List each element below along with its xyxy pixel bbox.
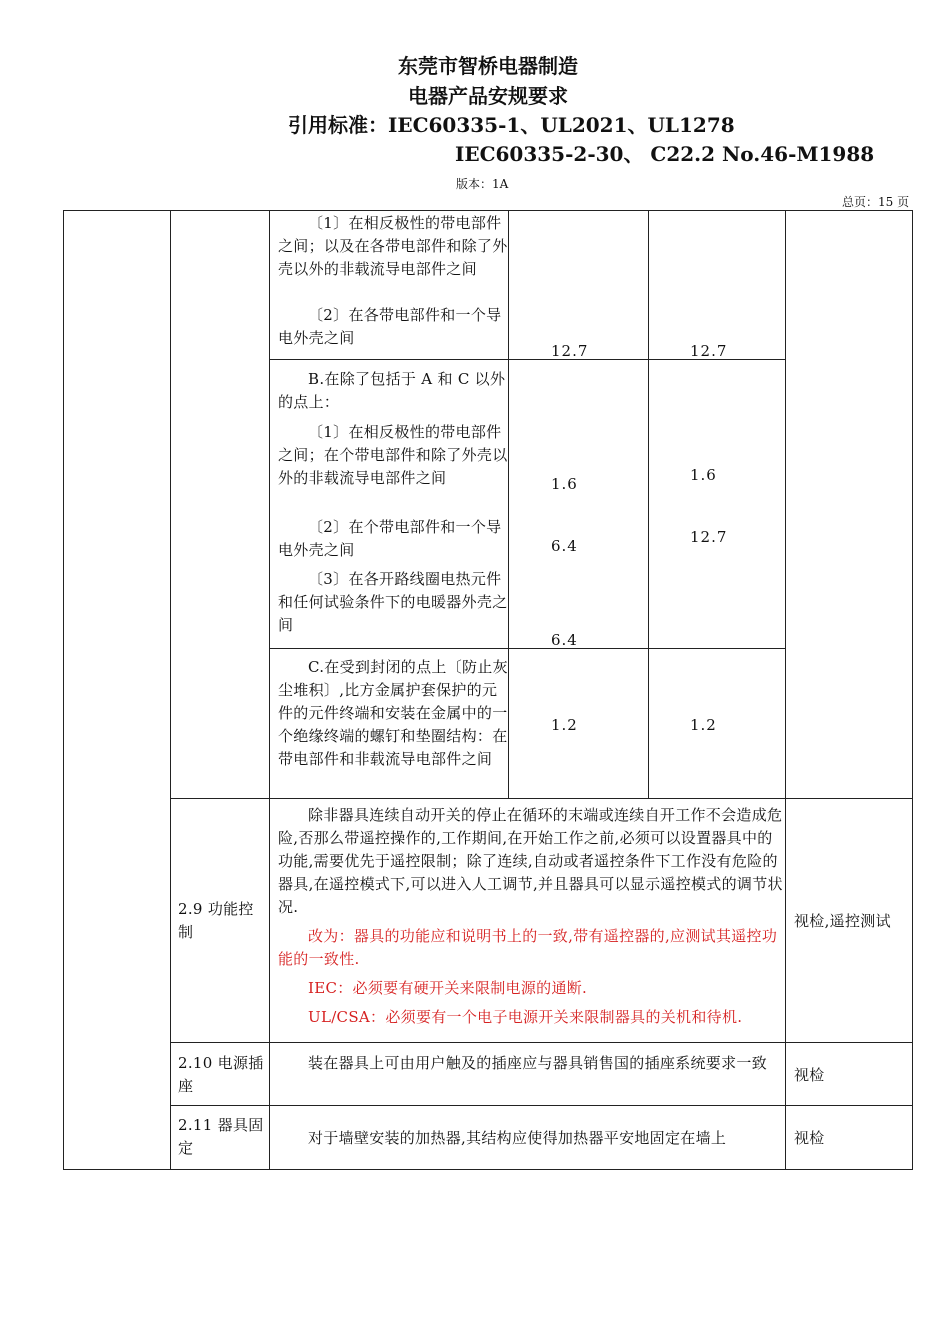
spacing-b-item-3: 〔3〕在各开路线圈电热元件和任何试验条件下的电暖器外壳之间: [278, 570, 508, 634]
clause-2-9-content: [278, 804, 785, 1029]
clause-2-9-change: 改为：器具的功能应和说明书上的一致,带有遥控器的,应测试其遥控功能的一致性.: [278, 927, 778, 968]
clause-2-11-text: 对于墙壁安装的加热器,其结构应使得加热器平安地固定在墙上: [308, 1129, 727, 1147]
company-name: 东莞市智桥电器制造: [398, 54, 578, 78]
spacing-b-col1-value-2: 6.4: [551, 537, 578, 555]
version-label: 版本：1A: [456, 177, 509, 191]
spacing-a-col1-value: 12.7: [551, 342, 589, 360]
clause-2-11-method: 视检: [794, 1129, 825, 1147]
clause-2-10-label: 2.10 电源插座: [178, 1054, 264, 1095]
clause-2-9-method: 视检,遥控测试: [794, 912, 891, 930]
clause-2-9-text: 除非器具连续自动开关的停止在循环的末端或连续自开工作不会造成危险,否那么带遥控操作的,工作期间,在开始工作之前,必须可以设置器具中的功能,需要优先于遥控限制；除了连续,自动或者遥控条件下工作没有危险的器具,在遥控模式下,可以进入人工调节,并且器具可以显示遥控模式的调节状况.: [278, 806, 783, 916]
spacing-a-item-1: 〔1〕在相反极性的带电部件之间；以及在各带电部件和除了外壳以外的非载流导电部件之间: [278, 214, 508, 278]
clause-2-11-label: 2.11 器具固定: [178, 1116, 264, 1157]
spacing-b-col1-value-3: 6.4: [551, 631, 578, 649]
spacing-c-col2-value: 1.2: [690, 716, 717, 734]
spacing-b-col2-value-1: 1.6: [690, 466, 717, 484]
spacing-b-intro: B.在除了包括于 A 和 C 以外的点上：: [278, 370, 506, 411]
clause-2-9-label: 2.9 功能控制: [178, 900, 254, 941]
clause-2-11-content: [278, 1127, 785, 1150]
total-pages-label: 总页：15 页: [842, 195, 910, 209]
spacing-c-col1-value: 1.2: [551, 716, 578, 734]
clause-2-9-iec-note: IEC：必须要有硬开关来限制电源的通断.: [308, 979, 588, 997]
spacing-b-item-2: 〔2〕在个带电部件和一个导电外壳之间: [278, 518, 502, 559]
spacing-c-text: C.在受到封闭的点上〔防止灰尘堆积〕,比方金属护套保护的元件的元件终端和安装在金属中的一个绝缘终端的螺钉和垫圈结构：在带电部件和非载流导电部件之间: [278, 658, 508, 768]
clause-2-10-content: [278, 1052, 785, 1075]
spacing-b-col1-value-1: 1.6: [551, 475, 578, 493]
spacing-b-item-1: 〔1〕在相反极性的带电部件之间；在个带电部件和除了外壳以外的非载流导电部件之间: [278, 423, 508, 487]
spacing-a-item-2: 〔2〕在各带电部件和一个导电外壳之间: [278, 306, 502, 347]
clause-2-9-ulcsa-note: UL/CSA：必须要有一个电子电源开关来限制器具的关机和待机.: [308, 1008, 743, 1026]
clause-2-10-text: 装在器具上可由用户触及的插座应与器具销售国的插座系统要求一致: [308, 1054, 768, 1072]
clause-2-10-method: 视检: [794, 1066, 825, 1084]
spacing-a-col2-value: 12.7: [690, 342, 728, 360]
reference-standards-line2: IEC60335-2-30、 C22.2 No.46-M1988: [455, 142, 875, 166]
reference-standards-line1: 引用标准：IEC60335-1、UL2021、UL1278: [288, 113, 735, 137]
document-title: 电器产品安规要求: [408, 84, 568, 108]
spacing-b-col2-value-2: 12.7: [690, 528, 728, 546]
